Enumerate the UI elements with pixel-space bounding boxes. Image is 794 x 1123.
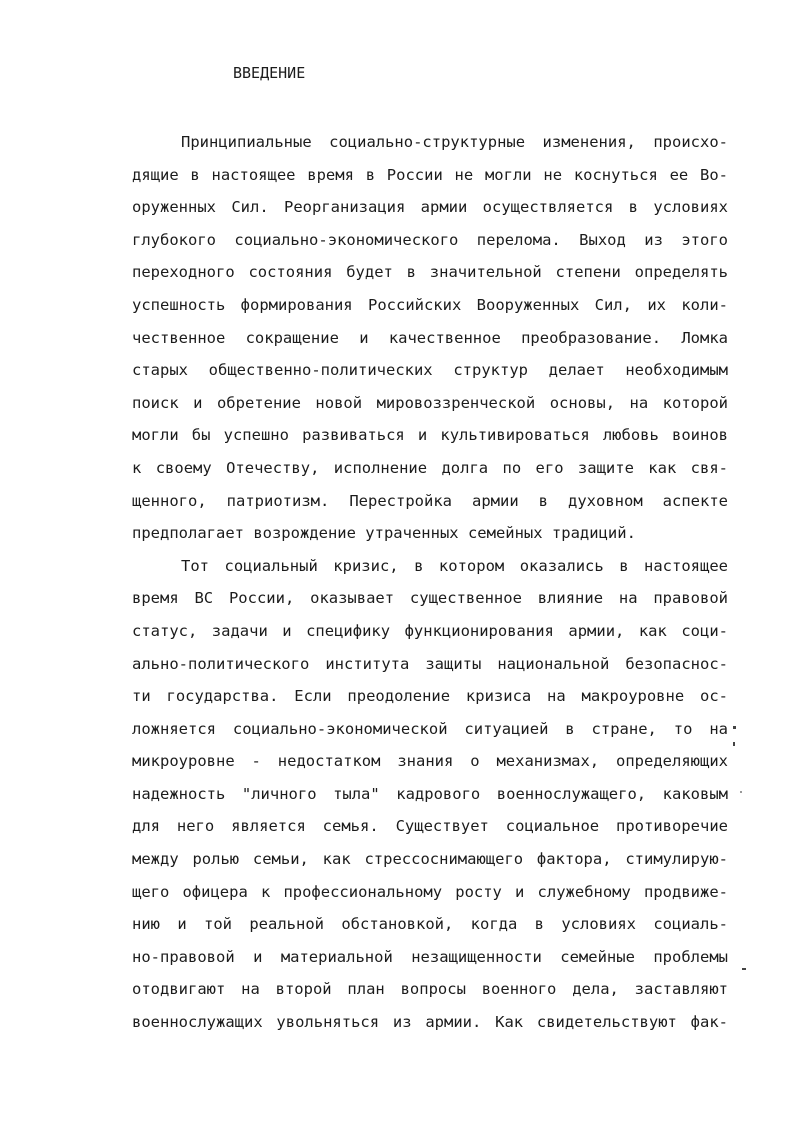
text-line: ложняется социально-экономической ситуацией в стране, то на: [132, 719, 728, 738]
text-line: для него является семья. Существует социальное противоречие: [132, 817, 728, 836]
scan-artifact: [733, 742, 735, 746]
text-line: но-правовой и материальной незащищенности семейные проблемы: [132, 947, 728, 966]
section-heading: ВВЕДЕНИЕ: [233, 64, 306, 82]
text-line: переходного состояния будет в значительной степени определять: [132, 263, 728, 282]
text-line: успешность формирования Российских Вооруженных Сил, их коли-: [132, 295, 728, 314]
text-line: оруженных Сил. Реорганизация армии осуществляется в условиях: [132, 198, 728, 217]
text-line: поиск и обретение новой мировоззренческой основы, на которой: [132, 393, 728, 412]
text-line: дящие в настоящее время в России не могли не коснуться ее Во-: [132, 165, 728, 184]
text-line: ально-политического института защиты национальной безопаснос-: [132, 654, 728, 673]
scan-artifact: [733, 726, 736, 729]
text-line: чественное сокращение и качественное преобразование. Ломка: [132, 328, 728, 347]
text-line: нию и той реальной обстановкой, когда в условиях социаль-: [132, 915, 728, 934]
text-line: старых общественно-политических структур делает необходимым: [132, 361, 728, 380]
body-text: [132, 126, 728, 1039]
scan-artifact: [740, 791, 742, 793]
text-line: могли бы успешно развиваться и культивироваться любовь воинов: [132, 426, 728, 445]
text-line: щенного, патриотизм. Перестройка армии в духовном аспекте: [132, 491, 728, 510]
text-line: Принципиальные социально-структурные изменения, происхо-: [181, 133, 728, 151]
text-line: ти государства. Если преодоление кризиса на макроуровне ос-: [132, 687, 728, 706]
text-line: Тот социальный кризис, в котором оказались в настоящее: [181, 556, 728, 575]
text-line: военнослужащих увольняться из армии. Как свидетельствуют фак-: [132, 1013, 728, 1032]
text-line: предполагает возрождение утраченных семейных традиций.: [132, 524, 636, 543]
text-line: надежность "личного тыла" кадрового военнослужащего, каковым: [132, 784, 728, 803]
text-line: микроуровне - недостатком знания о механизмах, определяющих: [132, 752, 728, 771]
text-line: глубокого социально-экономического перелома. Выход из этого: [132, 230, 728, 249]
text-line: к своему Отечеству, исполнение долга по его защите как свя-: [132, 458, 728, 477]
text-line: время ВС России, оказывает существенное влияние на правовой: [132, 589, 728, 608]
text-line: между ролью семьи, как стрессоснимающего фактора, стимулирую-: [132, 850, 728, 869]
scan-artifact: [742, 968, 746, 970]
text-line: статус, задачи и специфику функционирования армии, как соци-: [132, 621, 728, 640]
text-line: отодвигают на второй план вопросы военного дела, заставляют: [132, 980, 728, 999]
text-line: щего офицера к профессиональному росту и служебному продвиже-: [132, 882, 728, 901]
